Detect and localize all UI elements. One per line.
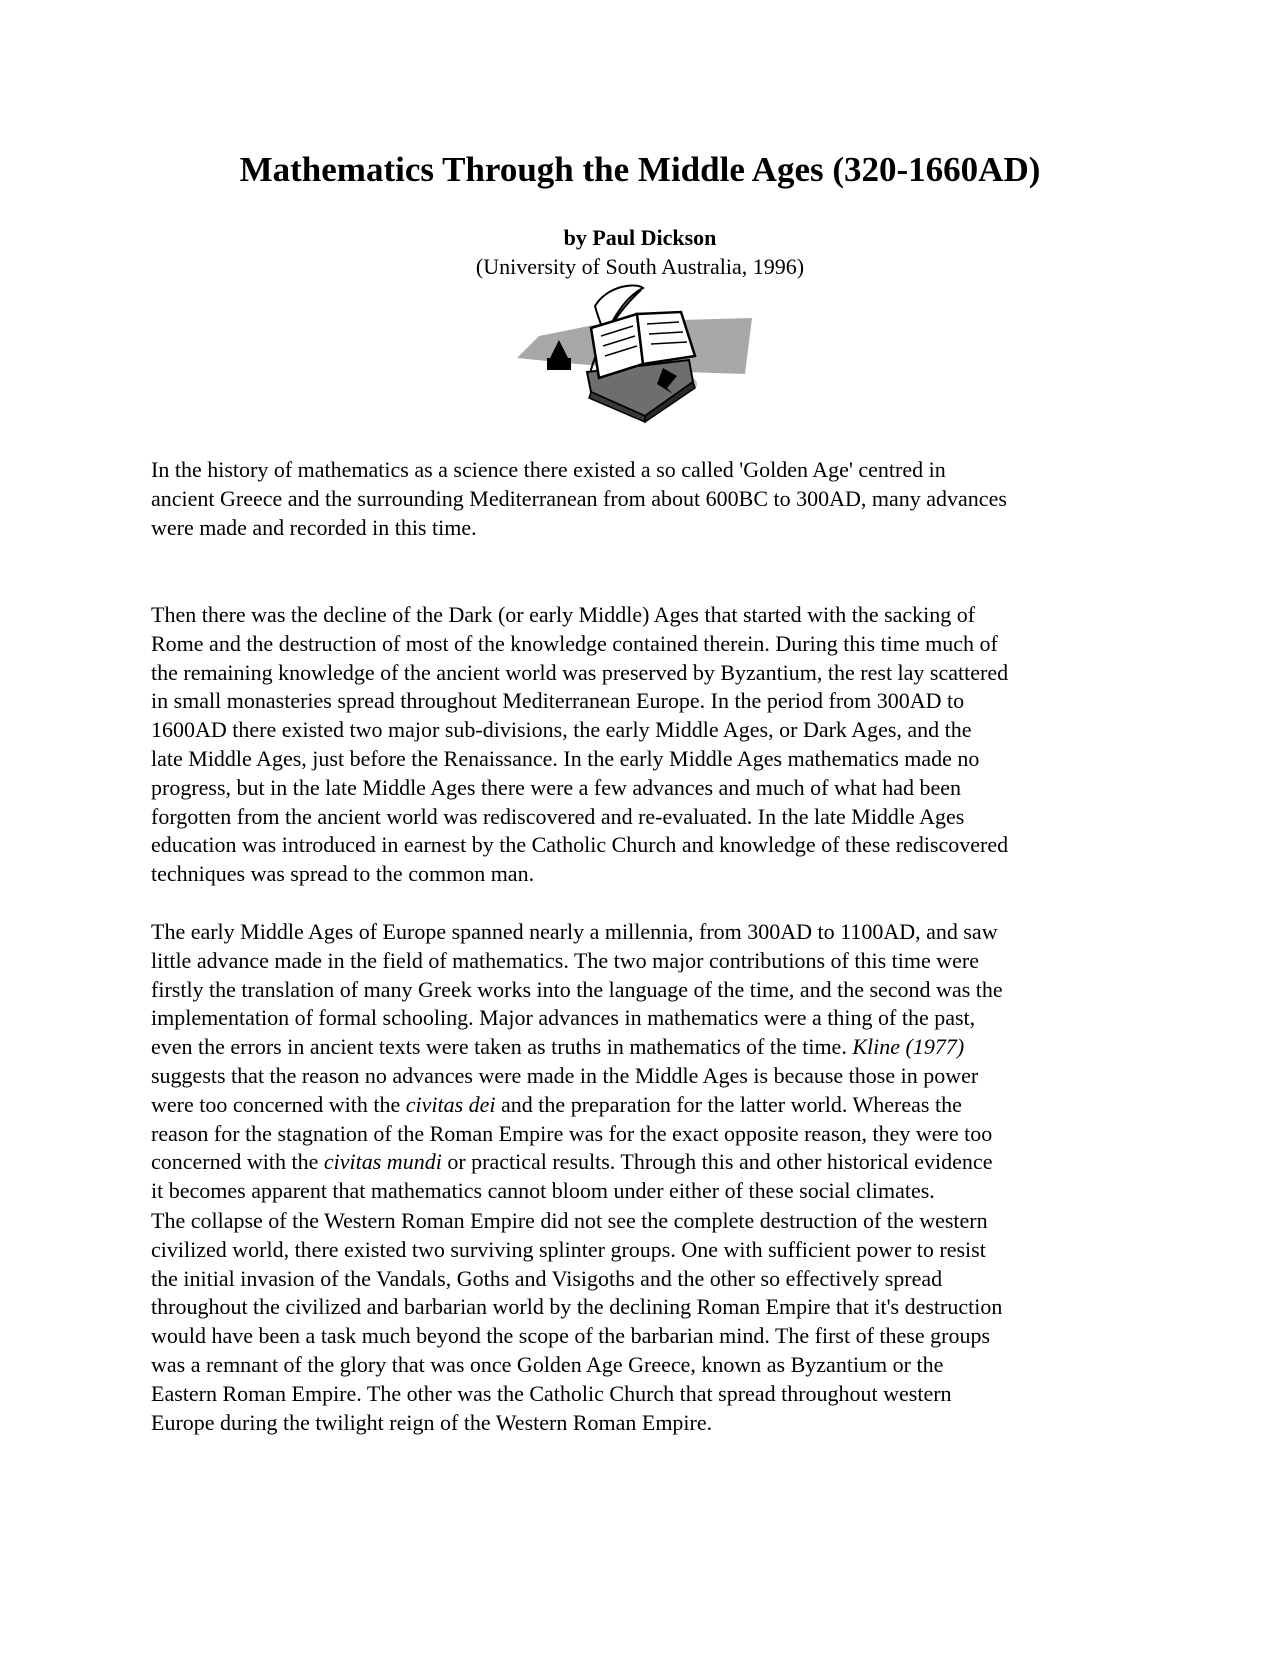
- page-title: Mathematics Through the Middle Ages (320-1660AD): [239, 150, 1041, 189]
- text-line: reason for the stagnation of the Roman Empire was for the exact opposite reason, they were too: [151, 1120, 993, 1146]
- text-line: progress, but in the late Middle Ages there were a few advances and much of what had been: [151, 774, 962, 800]
- text-line: [151, 1033, 1131, 1062]
- text-line: techniques was spread to the common man.: [151, 861, 535, 887]
- text-line: suggests that the reason no advances were made in the Middle Ages is because those in power: [151, 1062, 979, 1088]
- text-line: ancient Greece and the surrounding Mediterranean from about 600BC to 300AD, many advances: [151, 485, 1007, 511]
- paragraph-roman-collapse: [151, 1207, 1131, 1437]
- text-segment: and the preparation for the latter world. Whereas the: [495, 1091, 962, 1117]
- text-segment: even the errors in ancient texts were taken as truths in mathematics of the time.: [151, 1034, 853, 1060]
- paragraph-dark-ages: [151, 601, 1131, 889]
- text-line: education was introduced in earnest by the Catholic Church and knowledge of these rediscovered: [151, 832, 1009, 858]
- text-line: little advance made in the field of mathematics. The two major contributions of this time were: [151, 947, 980, 973]
- text-line: would have been a task much beyond the scope of the barbarian mind. The first of these groups: [151, 1323, 991, 1349]
- text-line: Then there was the decline of the Dark (or early Middle) Ages that started with the sacking of: [151, 602, 976, 627]
- text-line: The collapse of the Western Roman Empire did not see the complete destruction of the western: [151, 1208, 988, 1233]
- latin-term: civitas mundi: [323, 1149, 442, 1175]
- text-segment: or practical results. Through this and other historical evidence: [441, 1149, 993, 1175]
- text-line: [151, 1148, 1131, 1177]
- text-line: in small monasteries spread throughout Mediterranean Europe. In the period from 300AD to: [151, 688, 965, 714]
- text-line: In the history of mathematics as a science there existed a so called 'Golden Age' centred in: [151, 457, 946, 482]
- text-line: were made and recorded in this time.: [151, 514, 477, 540]
- text-segment: were too concerned with the: [151, 1091, 406, 1117]
- paragraph-intro: [151, 456, 1131, 542]
- text-segment: concerned with the: [151, 1149, 324, 1175]
- text-line: firstly the translation of many Greek works into the language of the time, and the second was the: [151, 976, 1003, 1002]
- text-line: the initial invasion of the Vandals, Goths and Visigoths and the other so effectively spread: [151, 1265, 943, 1291]
- text-line: Rome and the destruction of most of the knowledge contained therein. During this time much of: [151, 630, 998, 656]
- text-line: Eastern Roman Empire. The other was the Catholic Church that spread throughout western: [151, 1380, 952, 1406]
- book-and-quill-icon: [517, 284, 757, 424]
- text-line: late Middle Ages, just before the Renaissance. In the early Middle Ages mathematics made no: [151, 745, 980, 771]
- latin-term: civitas dei: [405, 1091, 496, 1117]
- citation-kline: Kline (1977): [852, 1034, 965, 1060]
- text-line: civilized world, there existed two surviving splinter groups. One with sufficient power to resist: [151, 1236, 986, 1262]
- author-byline: by Paul Dickson: [563, 225, 717, 250]
- text-line: throughout the civilized and barbarian world by the declining Roman Empire that it's destruction: [151, 1294, 1003, 1320]
- text-line: Europe during the twilight reign of the Western Roman Empire.: [151, 1409, 713, 1435]
- text-line: The early Middle Ages of Europe spanned nearly a millennia, from 300AD to 1100AD, and saw: [151, 919, 998, 944]
- author-affiliation: (University of South Australia, 1996): [475, 254, 805, 279]
- text-line: the remaining knowledge of the ancient world was preserved by Byzantium, the rest lay scattered: [151, 659, 1009, 685]
- text-line: 1600AD there existed two major sub-divisions, the early Middle Ages, or Dark Ages, and the: [151, 717, 972, 743]
- text-line: [151, 1091, 1131, 1120]
- text-line: forgotten from the ancient world was rediscovered and re-evaluated. In the late Middle Ages: [151, 803, 965, 829]
- text-line: implementation of formal schooling. Major advances in mathematics were a thing of the past,: [151, 1005, 976, 1031]
- text-line: was a remnant of the glory that was once Golden Age Greece, known as Byzantium or the: [151, 1351, 944, 1377]
- paragraph-early-middle-ages: [151, 918, 1131, 1206]
- text-line: it becomes apparent that mathematics cannot bloom under either of these social climates.: [151, 1178, 935, 1204]
